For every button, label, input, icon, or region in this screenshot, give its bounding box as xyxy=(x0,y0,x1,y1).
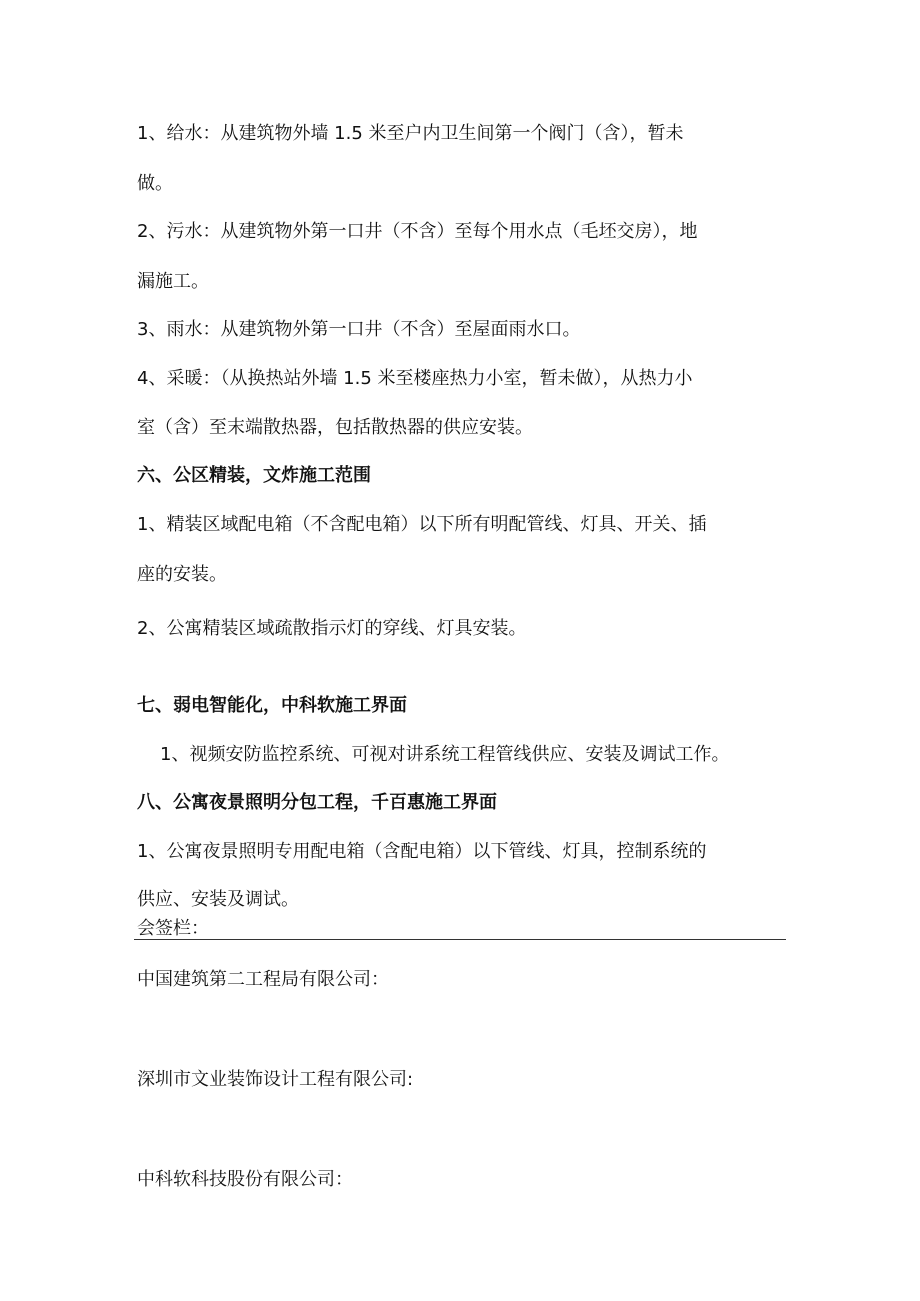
paragraph-7-1: 1、视频安防监控系统、可视对讲系统工程管线供应、安装及调试工作。 xyxy=(160,744,730,765)
paragraph-sewage-cont: 漏施工。 xyxy=(137,271,209,292)
section-heading-8: 八、公寓夜景照明分包工程，千百惠施工界面 xyxy=(137,792,497,813)
signoff-party-sinosoft: 中科软科技股份有限公司： xyxy=(137,1169,353,1190)
paragraph-6-2: 2、公寓精装区域疏散指示灯的穿线、灯具安装。 xyxy=(137,618,527,639)
signoff-divider xyxy=(134,939,786,940)
paragraph-heating-cont: 室（含）至末端散热器，包括散热器的供应安装。 xyxy=(137,417,533,438)
paragraph-water-supply: 1、给水：从建筑物外墙 1.5 米至户内卫生间第一个阀门（含），暂未 xyxy=(137,123,684,144)
paragraph-water-supply-cont: 做。 xyxy=(137,173,173,194)
section-heading-6: 六、公区精装，文炸施工范围 xyxy=(137,465,371,486)
signoff-label: 会签栏： xyxy=(137,918,209,939)
paragraph-8-1-cont: 供应、安装及调试。 xyxy=(137,889,299,910)
paragraph-6-1: 1、精装区域配电箱（不含配电箱）以下所有明配管线、灯具、开关、插 xyxy=(137,514,707,535)
paragraph-rainwater: 3、雨水：从建筑物外第一口井（不含）至屋面雨水口。 xyxy=(137,319,581,340)
section-heading-7: 七、弱电智能化，中科软施工界面 xyxy=(137,695,407,716)
paragraph-6-1-cont: 座的安装。 xyxy=(137,564,227,585)
signoff-party-cscec2: 中国建筑第二工程局有限公司： xyxy=(137,969,389,990)
signoff-party-wenye: 深圳市文业装饰设计工程有限公司: xyxy=(137,1069,414,1090)
paragraph-heating: 4、采暖：（从换热站外墙 1.5 米至楼座热力小室，暂未做），从热力小 xyxy=(137,368,693,389)
paragraph-8-1: 1、公寓夜景照明专用配电箱（含配电箱）以下管线、灯具，控制系统的 xyxy=(137,841,707,862)
paragraph-sewage: 2、污水：从建筑物外第一口井（不含）至每个用水点（毛坯交房），地 xyxy=(137,221,698,242)
